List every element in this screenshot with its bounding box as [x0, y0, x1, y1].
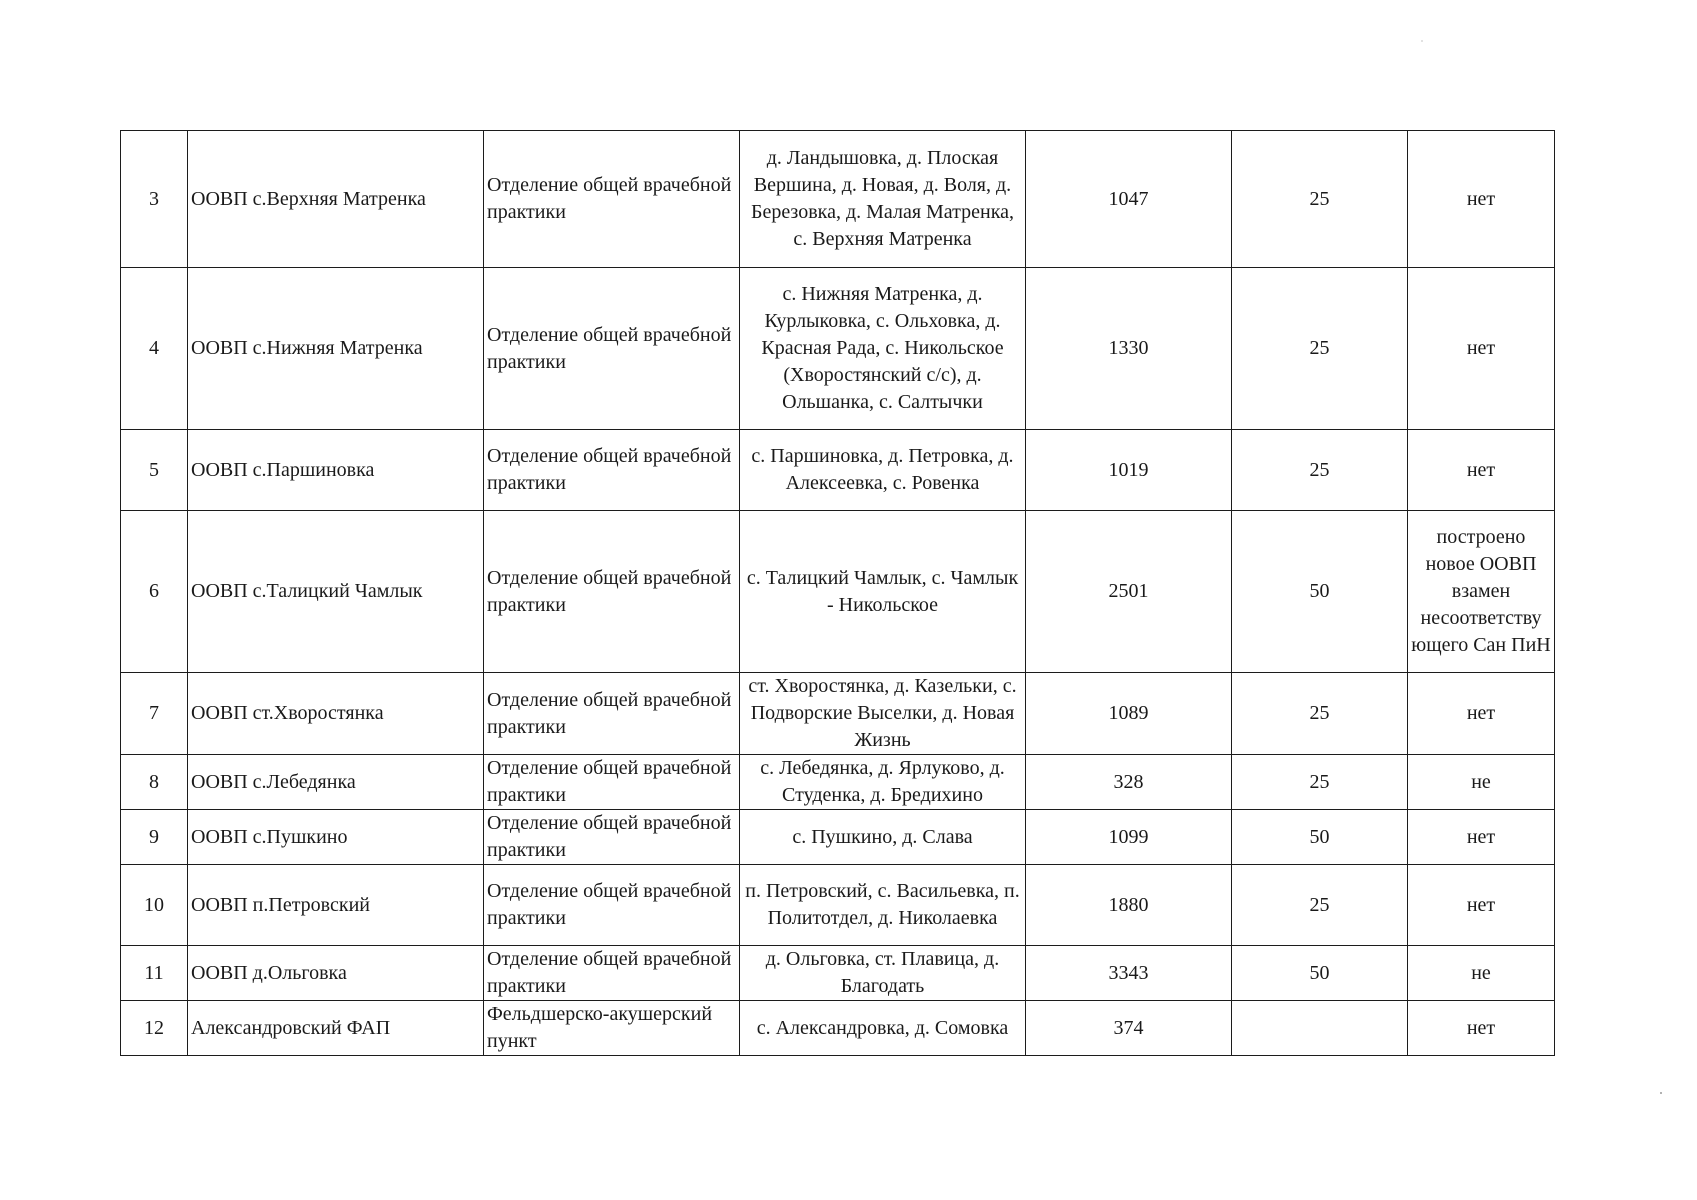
- population-count: 2501: [1026, 511, 1232, 673]
- facilities-table: [120, 130, 1555, 1056]
- table-row: [121, 673, 1555, 755]
- row-number: 5: [121, 430, 188, 511]
- table-row: [121, 946, 1555, 1001]
- population-count: 1099: [1026, 810, 1232, 865]
- facility-name: Александровский ФАП: [188, 1001, 484, 1056]
- note-cell: нет: [1408, 131, 1555, 268]
- row-number: 3: [121, 131, 188, 268]
- scan-speck: [1421, 40, 1423, 42]
- note-cell: нет: [1408, 268, 1555, 430]
- capacity-value: 25: [1232, 755, 1408, 810]
- population-count: 328: [1026, 755, 1232, 810]
- row-number: 9: [121, 810, 188, 865]
- population-count: 1019: [1026, 430, 1232, 511]
- capacity-value: 25: [1232, 268, 1408, 430]
- population-count: 1330: [1026, 268, 1232, 430]
- facility-type: Отделение общей врачебной практики: [484, 865, 740, 946]
- service-area: д. Ландышовка, д. Плоская Вершина, д. Новая, д. Воля, д. Березовка, д. Малая Матренка, с. Верхняя Матренка: [740, 131, 1026, 268]
- facility-name: ООВП с.Лебедянка: [188, 755, 484, 810]
- capacity-value: [1232, 1001, 1408, 1056]
- document-page: [120, 130, 1555, 1056]
- table-row: [121, 268, 1555, 430]
- population-count: 374: [1026, 1001, 1232, 1056]
- facility-name: ООВП ст.Хворостянка: [188, 673, 484, 755]
- facility-name: ООВП с.Верхняя Матренка: [188, 131, 484, 268]
- service-area: ст. Хворостянка, д. Казельки, с. Подворские Выселки, д. Новая Жизнь: [740, 673, 1026, 755]
- facility-name: ООВП с.Пушкино: [188, 810, 484, 865]
- note-cell: нет: [1408, 810, 1555, 865]
- capacity-value: 25: [1232, 673, 1408, 755]
- service-area: с. Талицкий Чамлык, с. Чамлык - Никольское: [740, 511, 1026, 673]
- capacity-value: 25: [1232, 131, 1408, 268]
- capacity-value: 50: [1232, 511, 1408, 673]
- service-area: с. Александровка, д. Сомовка: [740, 1001, 1026, 1056]
- facility-type: Отделение общей врачебной практики: [484, 268, 740, 430]
- facility-type: Отделение общей врачебной практики: [484, 755, 740, 810]
- service-area: с. Лебедянка, д. Ярлуково, д. Студенка, д. Бредихино: [740, 755, 1026, 810]
- table-body: [121, 131, 1555, 1056]
- table-row: [121, 865, 1555, 946]
- note-cell: нет: [1408, 865, 1555, 946]
- table-row: [121, 1001, 1555, 1056]
- note-cell: не: [1408, 755, 1555, 810]
- service-area: д. Ольговка, ст. Плавица, д. Благодать: [740, 946, 1026, 1001]
- note-cell: построено новое ООВП взамен несоответству ющего Сан ПиН: [1408, 511, 1555, 673]
- facility-type: Отделение общей врачебной практики: [484, 511, 740, 673]
- population-count: 1089: [1026, 673, 1232, 755]
- note-cell: нет: [1408, 673, 1555, 755]
- row-number: 10: [121, 865, 188, 946]
- row-number: 4: [121, 268, 188, 430]
- scan-speck: [1660, 1092, 1662, 1094]
- capacity-value: 25: [1232, 430, 1408, 511]
- row-number: 6: [121, 511, 188, 673]
- note-cell: нет: [1408, 1001, 1555, 1056]
- table-row: [121, 131, 1555, 268]
- facility-name: ООВП с.Талицкий Чамлык: [188, 511, 484, 673]
- service-area: с. Нижняя Матренка, д. Курлыковка, с. Ольховка, д. Красная Рада, с. Никольское (Хворостянский с/с), д. Ольшанка, с. Салтычки: [740, 268, 1026, 430]
- population-count: 3343: [1026, 946, 1232, 1001]
- capacity-value: 50: [1232, 946, 1408, 1001]
- population-count: 1047: [1026, 131, 1232, 268]
- facility-type: Отделение общей врачебной практики: [484, 673, 740, 755]
- capacity-value: 25: [1232, 865, 1408, 946]
- table-row: [121, 755, 1555, 810]
- facility-name: ООВП с.Нижняя Матренка: [188, 268, 484, 430]
- table-row: [121, 511, 1555, 673]
- note-cell: не: [1408, 946, 1555, 1001]
- facility-type: Отделение общей врачебной практики: [484, 946, 740, 1001]
- capacity-value: 50: [1232, 810, 1408, 865]
- table-row: [121, 430, 1555, 511]
- facility-name: ООВП с.Паршиновка: [188, 430, 484, 511]
- facility-type: Отделение общей врачебной практики: [484, 131, 740, 268]
- service-area: п. Петровский, с. Васильевка, п. Политотдел, д. Николаевка: [740, 865, 1026, 946]
- service-area: с. Пушкино, д. Слава: [740, 810, 1026, 865]
- row-number: 12: [121, 1001, 188, 1056]
- row-number: 7: [121, 673, 188, 755]
- facility-type: Отделение общей врачебной практики: [484, 430, 740, 511]
- row-number: 11: [121, 946, 188, 1001]
- service-area: с. Паршиновка, д. Петровка, д. Алексеевка, с. Ровенка: [740, 430, 1026, 511]
- facility-name: ООВП п.Петровский: [188, 865, 484, 946]
- note-cell: нет: [1408, 430, 1555, 511]
- facility-type: Фельдшерско-акушерский пункт: [484, 1001, 740, 1056]
- facility-name: ООВП д.Ольговка: [188, 946, 484, 1001]
- table-row: [121, 810, 1555, 865]
- row-number: 8: [121, 755, 188, 810]
- population-count: 1880: [1026, 865, 1232, 946]
- facility-type: Отделение общей врачебной практики: [484, 810, 740, 865]
